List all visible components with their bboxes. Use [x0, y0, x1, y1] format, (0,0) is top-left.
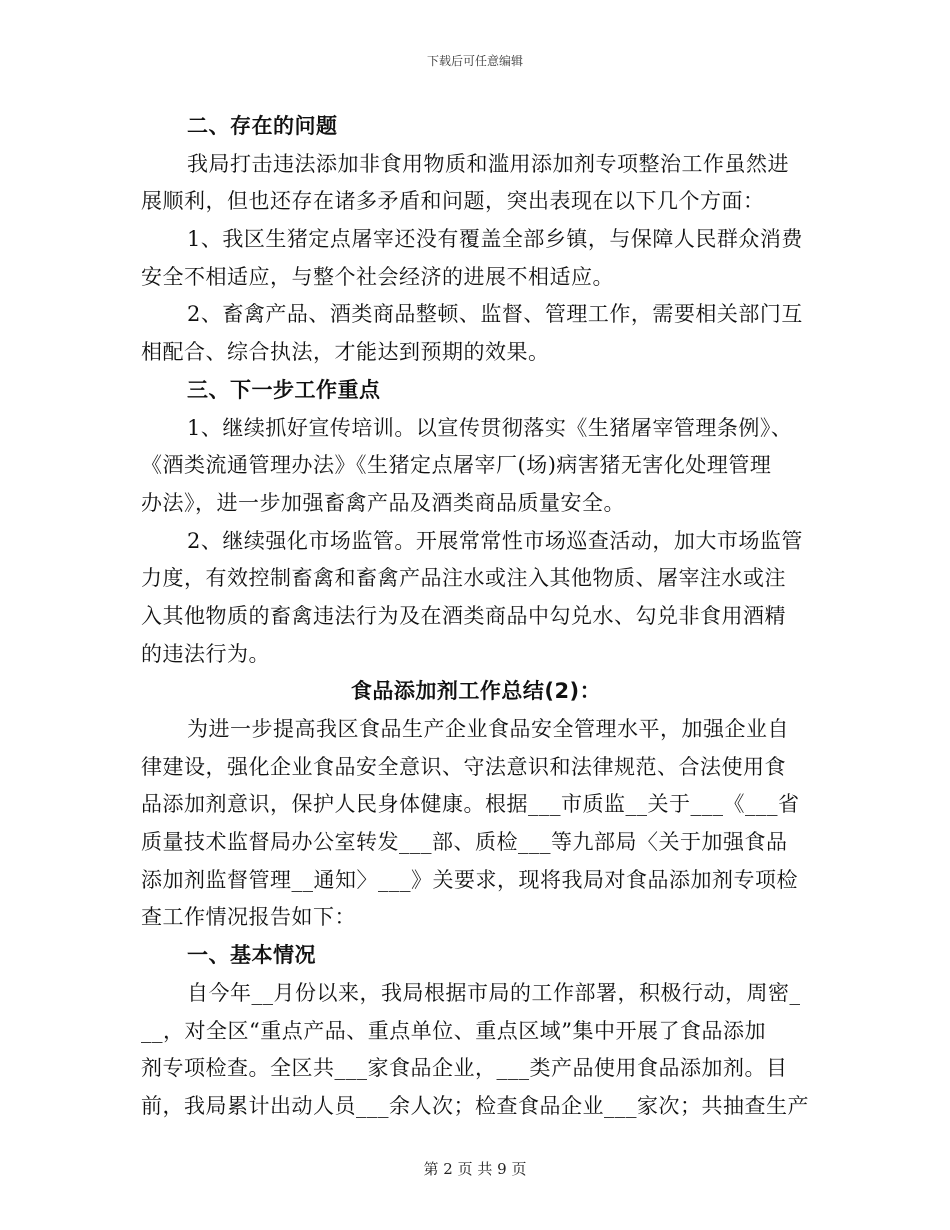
paragraph-line: 2、畜禽产品、酒类商品整顿、监督、管理工作，需要相关部门互 — [187, 302, 803, 327]
paragraph-line: 律建设，强化企业食品安全意识、守法意识和法律规范、合法使用食 — [141, 754, 786, 779]
paragraph-line: 自今年__月份以来，我局根据市局的工作部署，积极行动，周密_ — [187, 980, 801, 1005]
section-heading-basic-situation: 一、基本情况 — [187, 943, 316, 968]
paragraph-line: 品添加剂意识，保护人民身体健康。根据___市质监__关于___《___省 — [141, 792, 800, 817]
paragraph-line: 安全不相适应，与整个社会经济的进展不相适应。 — [141, 264, 614, 289]
paragraph-line: 前，我局累计出动人员___余人次；检查食品企业___家次；共抽查生产 — [141, 1093, 809, 1118]
paragraph-line: 剂专项检查。全区共___家食品企业，___类产品使用食品添加剂。目 — [141, 1056, 788, 1081]
paragraph-line: 查工作情况报告如下： — [141, 905, 356, 930]
paragraph-line: 展顺利，但也还存在诸多矛盾和问题，突出表现在以下几个方面： — [141, 189, 765, 214]
document-body — [141, 108, 811, 1126]
paragraph-line: 2、继续强化市场监管。开展常常性市场巡查活动，加大市场监管 — [187, 528, 803, 553]
paragraph-line: 办法》，进一步加强畜禽产品及酒类商品质量安全。 — [141, 490, 625, 515]
header-note: 下载后可任意编辑 — [426, 54, 523, 68]
paragraph-line: 我局打击违法添加非食用物质和滥用添加剂专项整治工作虽然进 — [187, 151, 789, 176]
paragraph-line: 添加剂监督管理__通知〉___》关要求，现将我局对食品添加剂专项检 — [141, 867, 798, 892]
document-subtitle: 食品添加剂工作总结(2)： — [350, 679, 602, 704]
paragraph-line: __，对全区“重点产品、重点单位、重点区域”集中开展了食品添加 — [141, 1018, 766, 1043]
paragraph-line: 质量技术监督局办公室转发___部、质检___等九部局〈关于加强食品 — [141, 830, 788, 855]
section-heading-problems: 二、存在的问题 — [187, 114, 338, 138]
section-heading-next-steps: 三、下一步工作重点 — [187, 377, 381, 402]
page-number: 第 2 页 共 9 页 — [423, 1160, 527, 1178]
paragraph-line: 力度，有效控制畜禽和畜禽产品注水或注入其他物质、屠宰注水或注 — [141, 566, 786, 591]
paragraph-line: 《酒类流通管理办法》《生猪定点屠宰厂(场)病害猪无害化处理管理 — [141, 453, 772, 478]
paragraph-line: 相配合、综合执法，才能达到预期的效果。 — [141, 340, 550, 365]
paragraph-line: 入其他物质的畜禽违法行为及在酒类商品中勾兑水、勾兑非食用酒精 — [141, 603, 786, 628]
paragraph-line: 为进一步提高我区食品生产企业食品安全管理水平，加强企业自 — [187, 717, 789, 741]
paragraph-line: 1、继续抓好宣传培训。以宣传贯彻落实《生猪屠宰管理条例》、 — [187, 415, 793, 440]
paragraph-line: 的违法行为。 — [141, 641, 270, 666]
paragraph-line: 1、我区生猪定点屠宰还没有覆盖全部乡镇，与保障人民群众消费 — [187, 227, 803, 252]
